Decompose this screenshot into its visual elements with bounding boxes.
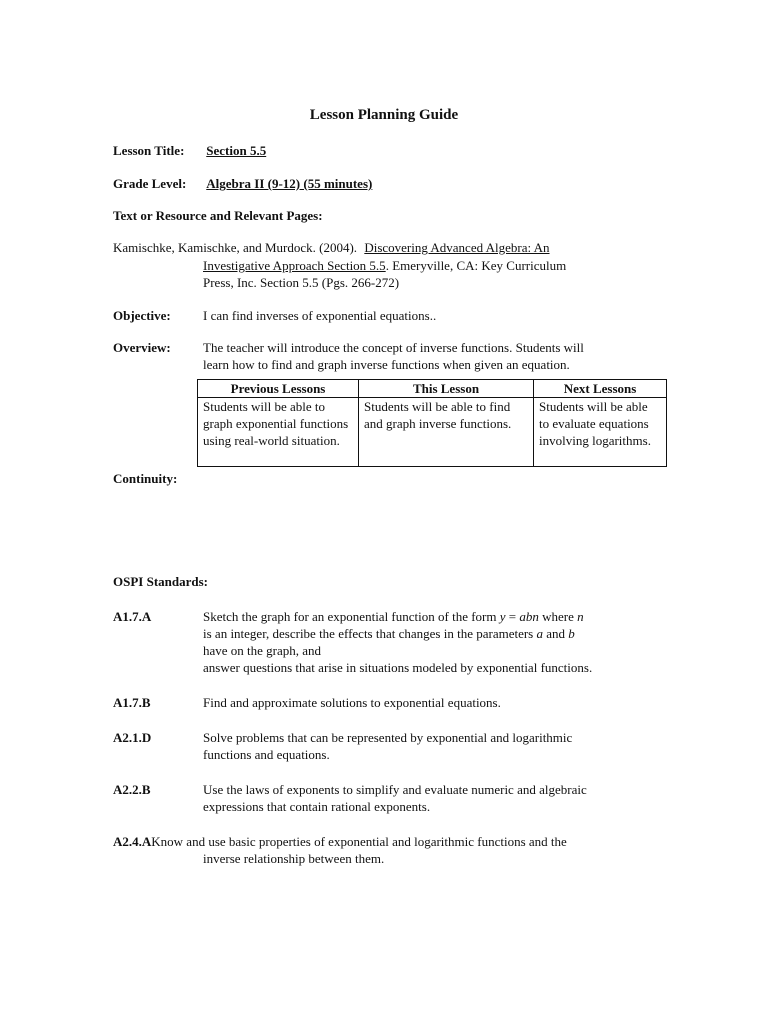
citation-line-1 <box>113 239 550 256</box>
overview-line-2: learn how to find and graph inverse functions when given an equation. <box>203 357 570 372</box>
table-cell-previous: Students will be able to graph exponential functions using real-world situation. <box>198 398 359 467</box>
overview-line-1: The teacher will introduce the concept of inverse functions. Students will <box>203 340 584 355</box>
table-header-row <box>198 380 667 398</box>
standard-code-a2-4-a: A2.4.A <box>113 834 152 849</box>
grade-level-label: Grade Level: <box>113 176 187 191</box>
standard-line: is an integer, describe the effects that changes in the parameters a and b <box>203 626 575 641</box>
citation-line-2 <box>203 257 566 274</box>
standard-line: expressions that contain rational exponents. <box>203 799 431 814</box>
table-header-previous: Previous Lessons <box>198 380 359 398</box>
grade-level-row <box>113 175 382 192</box>
standard-code-a1-7-a: A1.7.A <box>113 609 152 624</box>
standard-code-a2-1-d: A2.1.D <box>113 730 152 745</box>
standard-line: Use the laws of exponents to simplify and evaluate numeric and algebraic <box>203 782 587 797</box>
standard-line: answer questions that arise in situations modeled by exponential functions. <box>203 660 593 675</box>
standard-line: Know and use basic properties of exponential and logarithmic functions and the <box>151 834 567 849</box>
citation-line-3: Press, Inc. Section 5.5 (Pgs. 266-272) <box>203 275 400 290</box>
standard-line: Sketch the graph for an exponential function of the form y = abn where n <box>203 609 584 624</box>
table-row <box>198 398 667 467</box>
citation-book-title-2: Investigative Approach Section 5.5 <box>203 258 386 273</box>
table-header-this: This Lesson <box>359 380 534 398</box>
standard-line: have on the graph, and <box>203 643 322 658</box>
citation-book-title-1: Discovering Advanced Algebra: An <box>364 240 550 255</box>
standard-line: inverse relationship between them. <box>203 851 385 866</box>
citation-prefix: Kamischke, Kamischke, and Murdock. (2004). <box>113 240 358 255</box>
continuity-label: Continuity: <box>113 471 178 486</box>
grade-level-value: Algebra II (9-12) (55 minutes) <box>206 176 373 191</box>
lesson-title-value: Section 5.5 <box>206 143 267 158</box>
objective-text: I can find inverses of exponential equations.. <box>203 308 437 323</box>
standard-code-a1-7-b: A1.7.B <box>113 695 151 710</box>
lesson-title-row <box>113 142 673 159</box>
table-header-next: Next Lessons <box>534 380 667 398</box>
table-cell-this: Students will be able to find and graph inverse functions. <box>359 398 534 467</box>
lesson-title-label: Lesson Title: <box>113 143 185 158</box>
standard-line: Solve problems that can be represented by exponential and logarithmic <box>203 730 573 745</box>
standard-code-a2-2-b: A2.2.B <box>113 782 151 797</box>
resource-label: Text or Resource and Relevant Pages: <box>113 208 323 223</box>
standard-line: Find and approximate solutions to exponential equations. <box>203 695 501 710</box>
overview-label: Overview: <box>113 340 171 355</box>
standard-line: functions and equations. <box>203 747 330 762</box>
ospi-label: OSPI Standards: <box>113 574 208 589</box>
lessons-table <box>197 379 667 467</box>
objective-label: Objective: <box>113 308 171 323</box>
citation-publisher: . Emeryville, CA: Key Curriculum <box>385 258 567 273</box>
table-cell-next: Students will be able to evaluate equations involving logarithms. <box>534 398 667 467</box>
page-title: Lesson Planning Guide <box>309 107 459 123</box>
standard-a2-4-a-line-1 <box>113 833 567 850</box>
